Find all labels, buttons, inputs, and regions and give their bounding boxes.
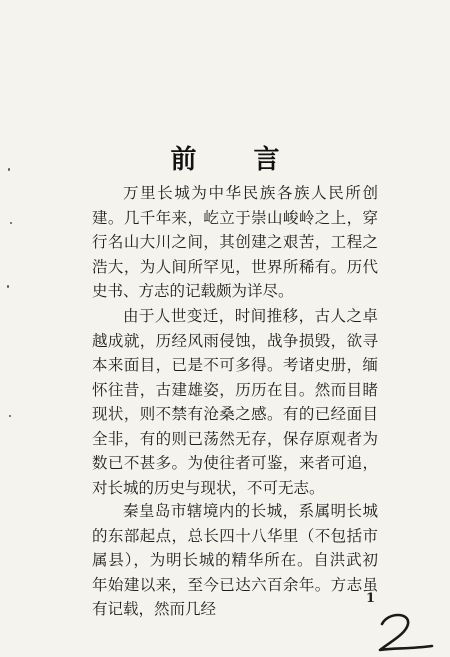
- page-title: 前 言: [170, 145, 304, 176]
- paragraph-3: 秦皇岛市辖境内的长城，系属明长城的东部起点，总长四十八华里（不包括市属县），为明长城的精华所在。自洪武初年始建以来，至今已达六百余年。方志虽有记载，然而几经: [92, 502, 378, 618]
- page-number: 1: [366, 591, 376, 606]
- ink-speck: [10, 222, 12, 224]
- ink-speck: [9, 415, 11, 417]
- paragraph-2: 由于人世变迁，时间推移，古人之卓越成就，历经风雨侵蚀，战争损毁，欲寻本来面目，已是不可多得。考诸史册，缅怀往昔，古建雄姿，历历在目。然而目睹现状，则不禁有沧桑之感。有的已经面目全非，有的则已荡然无存，保存原观者为数已不甚多。为使往者可鉴，来者可追，对长城的历史与现状，不可无志。: [92, 307, 378, 497]
- paragraph-1: 万里长城为中华民族各族人民所创建。几千年来，屹立于崇山峻岭之上，穿行名山大川之间，其创建之艰苦，工程之浩大，为人间所罕见，世界所稀有。历代史书、方志的记载颇为详尽。: [92, 184, 378, 300]
- handwritten-page-mark: [370, 610, 440, 654]
- ink-speck: [7, 285, 9, 288]
